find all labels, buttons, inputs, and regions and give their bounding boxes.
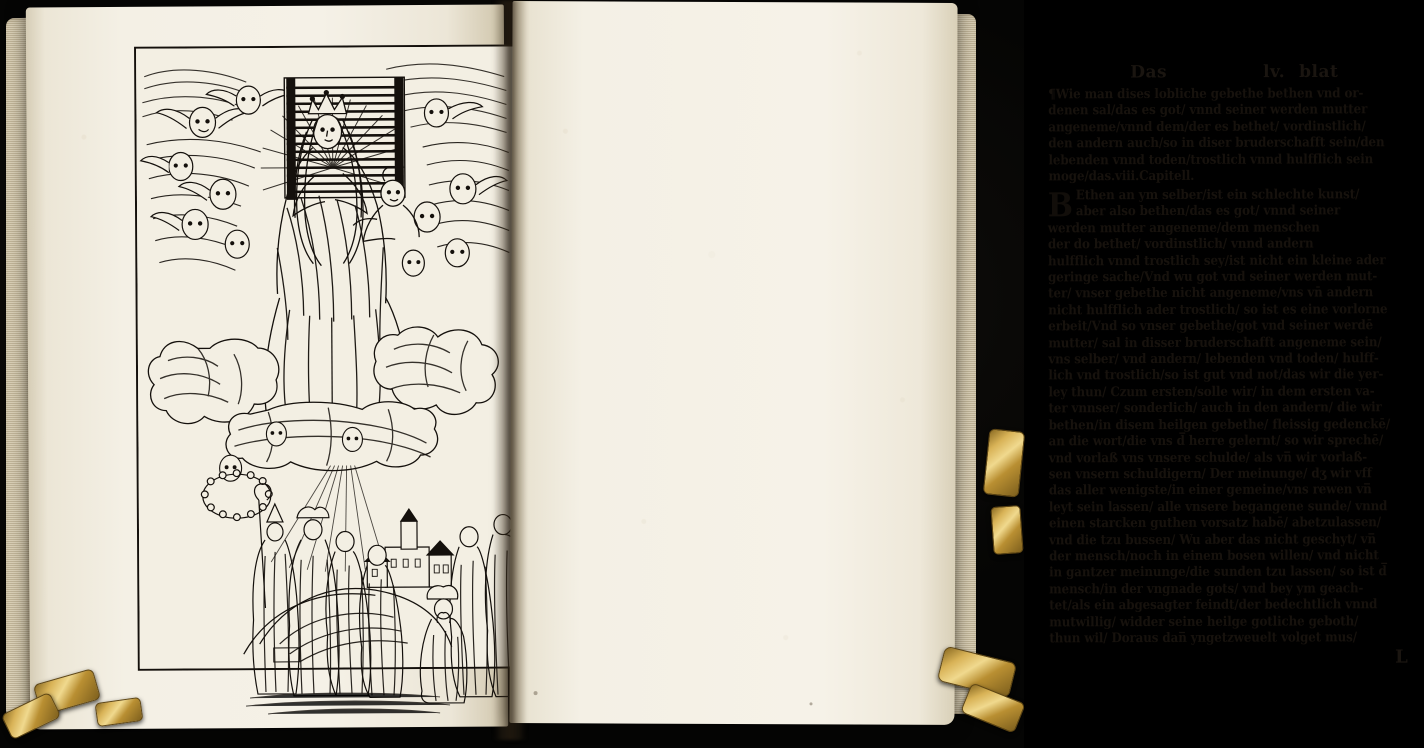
text-line: mutwillig/ widder seine heilge gotliche geboth/ bbox=[1049, 614, 1359, 631]
folio-word: blat bbox=[1299, 61, 1339, 83]
text-line: angeneme/vnnd dem/der es bethet/ vordinstlich/ bbox=[1048, 119, 1366, 136]
text-block bbox=[1046, 61, 1421, 668]
text-line: denen sal/das es got/ vnnd seiner werden mutter bbox=[1048, 102, 1368, 119]
text-line: vnd die tzu bussen/ Wu aber das nicht geschyt/ vn̅ bbox=[1048, 532, 1377, 549]
text-line: bethen/in disem heilgen gebethe/ fleissig gedenckē/ bbox=[1048, 417, 1391, 434]
text-line: thun wil/ Doraus dan̅ yngetzweuelt volget mus/ bbox=[1049, 630, 1357, 647]
text-line: der do bethet/ vordinstlich/ vnnd andern bbox=[1047, 237, 1314, 254]
left-page bbox=[26, 5, 508, 730]
catchword: L bbox=[1395, 646, 1408, 668]
text-line: nicht hulfflich ader trostlich/ so ist es eine vorlorne bbox=[1048, 302, 1388, 319]
text-line: ley thun/ Czum ersten/solle wir/ in dem ersten va‐ bbox=[1048, 384, 1375, 401]
text-line: geringe sache/Vnd wu got vnd seiner werden mut‐ bbox=[1048, 269, 1378, 286]
text-line-content: Wie man dises lobliche gebethe bethen vnd or‐ bbox=[1055, 86, 1364, 103]
text-line: Ethen an ym selber/ist ein schlechte kunst/ bbox=[1075, 187, 1360, 204]
text-line: lich vnd trostlich/so ist gut vnd not/das wir die yer‐ bbox=[1048, 368, 1384, 385]
running-title: Das bbox=[1130, 62, 1168, 83]
text-line: ter/ vnser gebethe nicht angeneme/vns vn̄ andern bbox=[1048, 286, 1374, 303]
woodcut-illustration bbox=[134, 44, 522, 670]
folio-number: lv. bbox=[1263, 62, 1286, 83]
text-line: der mensch/noch in einem bosen willen/ vnd nicht bbox=[1049, 548, 1379, 565]
text-line: den andern auch/so in diser bruderschafft sein/den bbox=[1048, 135, 1385, 152]
page-header bbox=[1048, 62, 1420, 83]
text-line: an die wort/die vns d̅ herre gelernt/ so wir sprechē/ bbox=[1048, 433, 1384, 450]
open-book bbox=[6, 0, 1408, 740]
text-line: lebenden vnnd toden/trostlich vnnd hulfflich sein bbox=[1048, 151, 1374, 168]
text-line: einen starcken guthen vorsatz habē/ abetzulassen/ bbox=[1048, 515, 1382, 532]
text-line: werden mutter angeneme/dem menschen bbox=[1047, 220, 1320, 237]
text-line: vns selber/ vnd andern/ lebenden vnd toden/ hulff‐ bbox=[1048, 351, 1379, 368]
chapter-heading-paragraph bbox=[1048, 86, 1420, 186]
text-line: mensch/in der vngnade gots/ vnd bey ym geach‐ bbox=[1049, 581, 1364, 598]
body-paragraph bbox=[1047, 185, 1422, 649]
text-line: hulfflich vnnd trostlich sey/ist nicht ein kleine ader bbox=[1047, 253, 1386, 270]
book-gutter bbox=[493, 0, 527, 740]
paper-speck bbox=[534, 691, 538, 695]
brass-clasp bbox=[990, 505, 1023, 555]
text-line: mutter/ sal in disser bruderschafft angeneme sein/ bbox=[1048, 335, 1382, 352]
text-line: ter vnnser/ sonderlich/ auch in den andern/ die wir bbox=[1048, 400, 1382, 418]
text-line: das aller wenigste/in einer gemeine/vns rewen vn̅ bbox=[1048, 482, 1372, 500]
drop-cap: B bbox=[1047, 185, 1073, 225]
text-line: sen vnsern schuldigern/ Der meinunge/ dʒ wir vff bbox=[1048, 466, 1372, 483]
folio bbox=[1263, 62, 1338, 82]
brass-clasp bbox=[983, 428, 1026, 497]
woodcut-artwork bbox=[136, 46, 520, 668]
text-line: aber also bethen/das es got/ vnnd seiner bbox=[1075, 204, 1341, 221]
right-page bbox=[509, 1, 1408, 725]
text-line: tet/als ein abgesagter feindt/der bedechtlich vnnd bbox=[1049, 597, 1378, 614]
paper-texture-right bbox=[509, 1, 957, 725]
text-line: vnd vorlaß vns vnsere schulde/ als vn̅ wir vorlaß‐ bbox=[1048, 450, 1368, 467]
paper-speck bbox=[810, 702, 813, 705]
text-line: leyt sein lassen/ alle vnsere begangene sunde/ vnnd bbox=[1048, 499, 1388, 516]
pilcrow-mark: ¶ bbox=[1048, 87, 1056, 103]
text-line bbox=[1048, 86, 1420, 104]
text-line: moge/das.viii.Capitell. bbox=[1048, 168, 1195, 185]
text-line: erbeit/Vnd so vnser gebethe/got vnd seiner werdē bbox=[1048, 318, 1374, 336]
text-line: in gantzer meinunge/die sunden tzu lassen/ so ist d̅ bbox=[1049, 564, 1387, 582]
